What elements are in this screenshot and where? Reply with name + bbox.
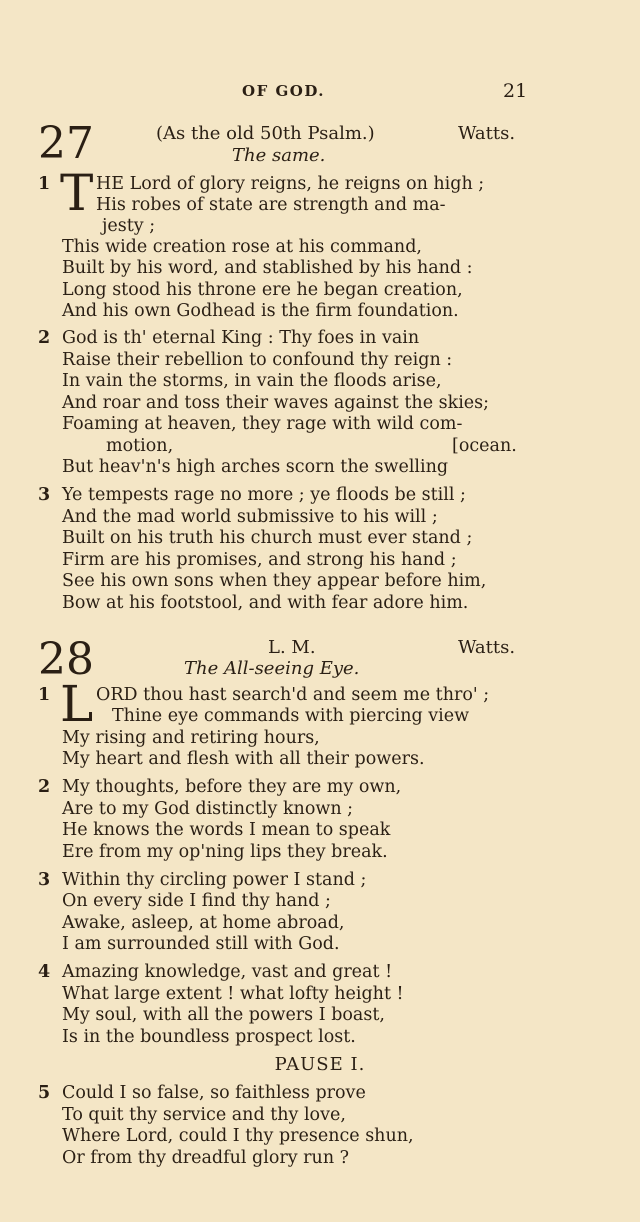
verse-line: God is th' eternal King : Thy foes in vain — [62, 328, 420, 348]
hymn-theme: The same. — [232, 145, 326, 166]
verse-line: Ere from my op'ning lips they break. — [62, 842, 388, 862]
hymn-theme: The All-seeing Eye. — [184, 658, 360, 679]
verse-line: Raise their rebellion to confound thy reign : — [62, 350, 453, 370]
verse-line: Built on his truth his church must ever stand ; — [62, 528, 473, 548]
verse-line: Firm are his promises, and strong his hand ; — [62, 550, 457, 570]
verse-line: And roar and toss their waves against the skies; — [62, 393, 490, 413]
verse-line: Amazing knowledge, vast and great ! — [62, 962, 393, 982]
verse-number: 5 — [38, 1083, 51, 1103]
pause-heading: PAUSE I. — [274, 1054, 366, 1075]
verse-line: jesty ; — [102, 216, 156, 236]
verse-line: My rising and retiring hours, — [62, 728, 320, 748]
hymn-meter: (As the old 50th Psalm.) — [156, 123, 375, 144]
hymn-28-header — [0, 632, 640, 692]
verse-line: Thine eye commands with piercing view — [112, 706, 470, 726]
verse-number: 1 — [38, 685, 51, 705]
verse-line: Is in the boundless prospect lost. — [62, 1027, 356, 1047]
verse-line: On every side I find thy hand ; — [62, 891, 331, 911]
hymn-author: Watts. — [458, 123, 516, 144]
verse-line: Foaming at heaven, they rage with wild com- — [62, 414, 463, 434]
page-number: 21 — [503, 80, 528, 102]
running-header — [0, 80, 640, 104]
verse-line: And the mad world submissive to his will ; — [62, 507, 438, 527]
verse-number: 2 — [38, 777, 51, 797]
verse-line: My thoughts, before they are my own, — [62, 777, 402, 797]
verse-line: I am surrounded still with God. — [62, 934, 340, 954]
verse-number: 3 — [38, 485, 51, 505]
hymn-meter: L. M. — [268, 637, 316, 658]
verse-line: ORD thou hast search'd and seem me thro' ; — [96, 685, 490, 705]
verse-line: Awake, asleep, at home abroad, — [62, 913, 345, 933]
hymn-27-header — [0, 118, 640, 178]
drop-cap: T — [60, 164, 94, 222]
verse-line: My heart and flesh with all their powers. — [62, 749, 425, 769]
verse-line: My soul, with all the powers I boast, — [62, 1005, 385, 1025]
verse-line: Could I so false, so faithless prove — [62, 1083, 366, 1103]
verse-number: 2 — [38, 328, 51, 348]
verse-line: HE Lord of glory reigns, he reigns on high ; — [96, 174, 485, 194]
verse-line: But heav'n's high arches scorn the swelling — [62, 457, 449, 477]
verse-line: Ye tempests rage no more ; ye floods be still ; — [62, 485, 466, 505]
verse-line: Are to my God distinctly known ; — [62, 799, 354, 819]
verse-line: And his own Godhead is the firm foundation. — [62, 301, 459, 321]
verse-line: Or from thy dreadful glory run ? — [62, 1148, 350, 1168]
running-title: OF GOD. — [242, 82, 326, 100]
verse-line: See his own sons when they appear before him, — [62, 571, 487, 591]
verse-line: What large extent ! what lofty height ! — [62, 984, 404, 1004]
hymn-number: 27 — [38, 118, 94, 169]
verse-line-carryover: [ocean. — [452, 436, 517, 456]
verse-line: Bow at his footstool, and with fear adore him. — [62, 593, 469, 613]
verse-number: 4 — [38, 962, 51, 982]
verse-line: Built by his word, and stablished by his hand : — [62, 258, 473, 278]
verse-line: He knows the words I mean to speak — [62, 820, 391, 840]
verse-line: His robes of state are strength and ma- — [96, 195, 446, 215]
verse-line: Long stood his throne ere he began creation, — [62, 280, 463, 300]
verse-number: 1 — [38, 174, 51, 194]
verse-number: 3 — [38, 870, 51, 890]
verse-line: To quit thy service and thy love, — [62, 1105, 346, 1125]
hymn-author: Watts. — [458, 637, 516, 658]
verse-line: Within thy circling power I stand ; — [62, 870, 367, 890]
drop-cap: L — [60, 675, 94, 733]
verse-line: motion, — [106, 436, 174, 456]
verse-line: In vain the storms, in vain the floods arise, — [62, 371, 442, 391]
hymn-number: 28 — [38, 634, 94, 685]
verse-line: Where Lord, could I thy presence shun, — [62, 1126, 414, 1146]
verse-line: This wide creation rose at his command, — [62, 237, 422, 257]
